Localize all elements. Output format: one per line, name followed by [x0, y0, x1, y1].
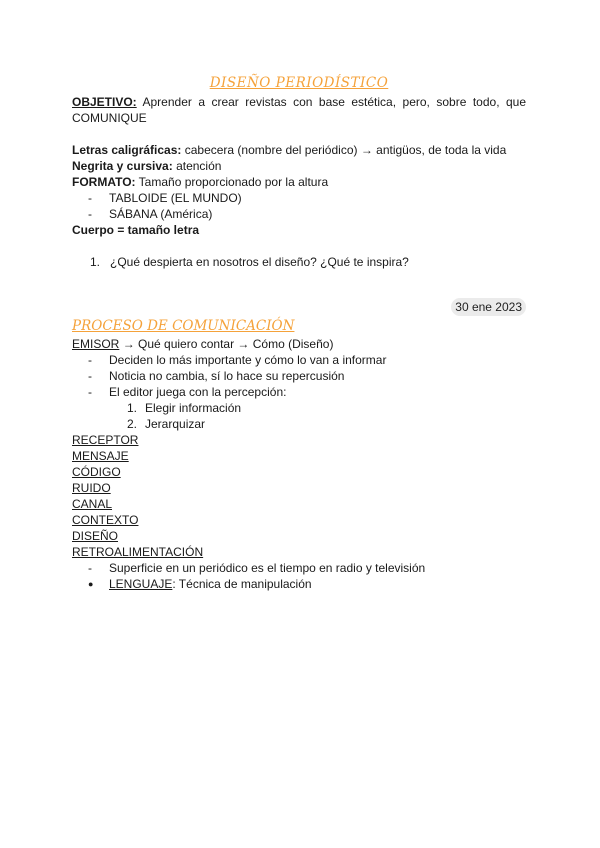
question-number: 1.: [90, 255, 101, 269]
question-text: ¿Qué despierta en nosotros el diseño? ¿Qué te inspira?: [110, 255, 409, 269]
emisor-line: [72, 336, 526, 352]
list-item: - SÁBANA (América): [72, 206, 526, 222]
objetivo-label: OBJETIVO:: [72, 95, 137, 109]
term-diseno: DISEÑO: [72, 529, 119, 543]
page-title: DISEÑO PERIODÍSTICO: [209, 75, 389, 91]
letras-text: cabecera (nombre del periódico) → antigüos, de toda la vida: [184, 143, 507, 157]
term-ruido: RUIDO: [72, 481, 111, 495]
list-item: - TABLOIDE (EL MUNDO): [72, 190, 526, 206]
list-item: - Deciden lo más importante y cómo lo van a informar: [72, 352, 526, 368]
emisor-label: EMISOR: [72, 337, 120, 351]
negrita-label: Negrita y cursiva:: [72, 159, 173, 173]
sub-list-item: [72, 400, 526, 416]
letras-line: [72, 142, 526, 158]
letras-label: Letras caligráficas:: [72, 143, 182, 157]
sub-item-text: Jerarquizar: [145, 417, 206, 431]
objetivo-paragraph: [72, 94, 526, 126]
term-contexto: CONTEXTO: [72, 513, 139, 527]
sub-list-item: [72, 416, 526, 432]
term-retroalimentacion: RETROALIMENTACIÓN: [72, 545, 204, 559]
objetivo-text: Aprender a crear revistas con base estética, pero, sobre todo, que COMUNIQUE: [72, 95, 527, 125]
emisor-text: → Qué quiero contar → Cómo (Diseño): [122, 337, 334, 351]
sub-item-text: Elegir información: [145, 401, 242, 415]
list-item: - Superficie en un periódico es el tiempo en radio y televisión: [72, 560, 526, 576]
formato-text: Tamaño proporcionado por la altura: [138, 175, 329, 189]
lenguaje-text: : Técnica de manipulación: [172, 577, 312, 591]
document-page: [72, 70, 526, 592]
bullet-item: [72, 576, 526, 592]
section-title: PROCESO DE COMUNICACIÓN: [72, 318, 295, 334]
negrita-line: [72, 158, 526, 174]
question-item: [72, 254, 526, 270]
formato-line: [72, 174, 526, 190]
sub-item-number: 1.: [127, 401, 138, 415]
list-item: - Noticia no cambia, sí lo hace su repercusión: [72, 368, 526, 384]
lenguaje-label: LENGUAJE: [109, 577, 173, 591]
term-codigo: CÓDIGO: [72, 465, 121, 479]
formato-label: FORMATO:: [72, 175, 136, 189]
date-chip[interactable]: 30 ene 2023: [451, 298, 526, 316]
cuerpo-line: Cuerpo = tamaño letra: [72, 223, 200, 237]
term-canal: CANAL: [72, 497, 113, 511]
term-receptor: RECEPTOR: [72, 433, 139, 447]
term-mensaje: MENSAJE: [72, 449, 129, 463]
negrita-text: atención: [176, 159, 222, 173]
list-item: - El editor juega con la percepción:: [72, 384, 526, 400]
sub-item-number: 2.: [127, 417, 138, 431]
